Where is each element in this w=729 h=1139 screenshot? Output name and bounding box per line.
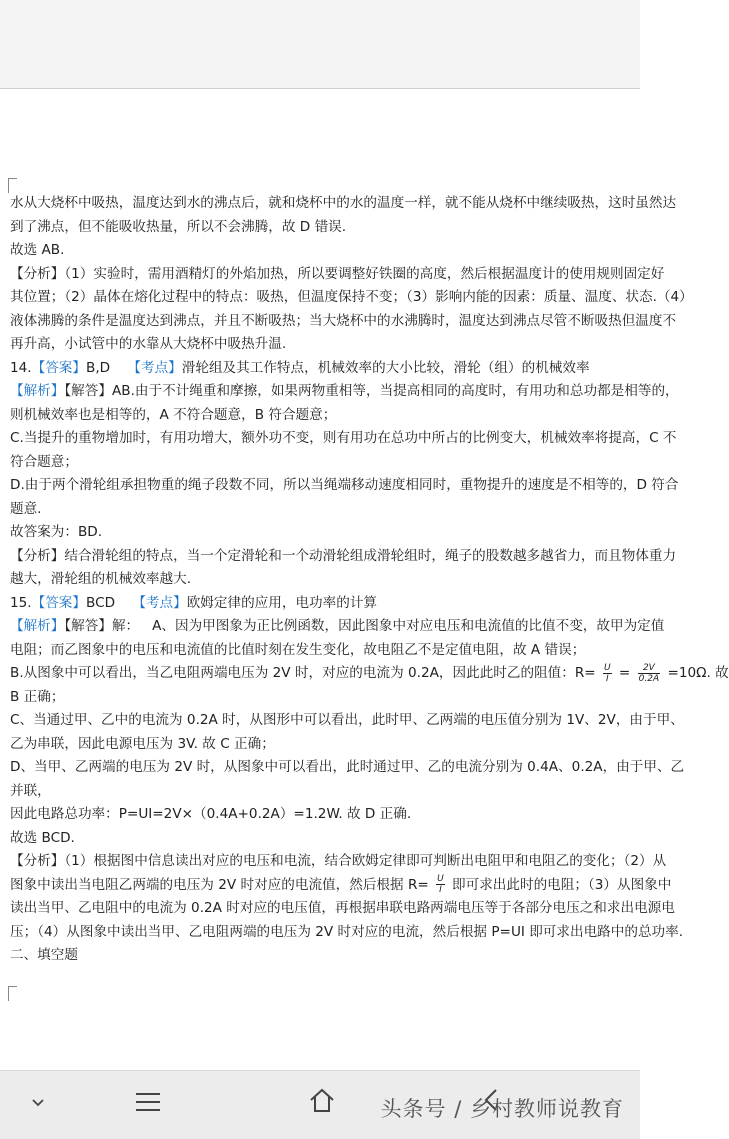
text-span: 越大，滑轮组的机械效率越大. (10, 571, 192, 587)
text-line (10, 192, 677, 216)
text-line (10, 921, 684, 945)
text-span: 液体沸腾的条件是温度达到沸点，并且不断吸热；当大烧杯中的水沸腾时，温度达到沸点尽管不断吸热但温度不 (10, 312, 677, 329)
text-span: 符合题意； (10, 453, 78, 470)
text-span: 即可求出此时的电阻；（3）从图象中 (447, 876, 672, 893)
fraction (436, 874, 445, 895)
text-span: 读出当甲、乙电阻中的电流为 0.2A 时对应的电压值，再根据串联电路两端电压等于各部分电压之和求出电源电 (10, 900, 675, 916)
text-span: 【分析】（1）根据图中信息读出对应的电压和电流，结合欧姆定律即可判断出电阻甲和电阻乙的变化；（2）从 (10, 853, 667, 869)
text-span: 【分析】（1）实验时，需用酒精灯的外焰加热，所以要调整好铁圈的高度，然后根据温度计的使用规则固定好 (10, 265, 665, 282)
text-line (10, 521, 628, 545)
fraction (638, 663, 660, 684)
text-line (10, 568, 628, 592)
text-span: D、当甲、乙两端的电压为 2V 时，从图象中可以看出，此时通过甲、乙的电流分别为 0.4A、0.2A，由于甲、乙 (10, 759, 685, 775)
text-line (10, 380, 679, 404)
text-line (10, 686, 628, 710)
text-line (10, 263, 665, 287)
text-span: 电阻；而乙图象中的电压和电流值的比值时刻在发生变化，故电阻乙不是定值电阻，故 A 错误； (10, 641, 586, 658)
text-span: 【解答】AB.由于不计绳重和摩擦，如果两物重相等，当提高相同的高度时，有用功和总功都是相等的， (64, 383, 679, 399)
text-line (10, 944, 628, 968)
watermark-text: 头条号 / 乡村教师说教育 (380, 1097, 624, 1121)
text-span: 压；（4）从图象中读出当甲、乙电阻两端的电压为 2V 时对应的电流，然后根据 P=UI 即可求出电路中的总功率. (10, 923, 684, 940)
text-span: 15. (10, 594, 32, 611)
section-tag: 【解析】 (10, 383, 65, 399)
text-span: BCD (86, 594, 133, 611)
fraction-denominator: I (605, 673, 609, 684)
document-content (10, 192, 729, 968)
text-line (10, 357, 628, 381)
fraction-denominator: 0.2A (638, 673, 660, 684)
text-line (10, 897, 675, 921)
text-span: 故选 BCD. (10, 829, 75, 846)
text-line (10, 333, 628, 357)
text-span: =10Ω. 故 (663, 665, 729, 681)
text-span: 【解答】解： A、因为甲图象为正比例函数，因此图象中对应电压和电流值的比值不变，故甲为定值 (64, 618, 665, 634)
text-line (10, 756, 685, 780)
text-span: 欧姆定律的应用，电功率的计算 (186, 594, 378, 611)
text-span: 题意. (10, 500, 42, 517)
text-span: 滑轮组及其工作特点，机械效率的大小比较，滑轮（组）的机械效率 (181, 359, 590, 376)
text-line (10, 592, 628, 616)
text-line (10, 662, 729, 686)
text-line (10, 404, 628, 428)
text-span: 故选 AB. (10, 242, 65, 258)
text-line (10, 239, 628, 263)
section-tag: 【考点】 (132, 594, 187, 611)
top-toolbar (0, 0, 640, 89)
text-span: 14. (10, 359, 32, 376)
text-span: 故答案为：BD. (10, 524, 103, 540)
text-span: = (614, 665, 635, 681)
text-span: 再升高，小试管中的水靠从大烧杯中吸热升温. (10, 336, 287, 352)
text-line (10, 733, 628, 757)
text-line (10, 780, 628, 804)
text-span: 【分析】结合滑轮组的特点，当一个定滑轮和一个动滑轮组成滑轮组时，绳子的股数越多越省力，而且物体重力 (10, 547, 677, 564)
text-line (10, 545, 677, 569)
text-span: C、当通过甲、乙中的电流为 0.2A 时，从图形中可以看出，此时甲、乙两端的电压值分别为 1V、2V，由于甲、 (10, 712, 684, 728)
text-line (10, 310, 677, 334)
text-line (10, 874, 672, 898)
text-span: 则机械效率也是相等的，A 不符合题意，B 符合题意； (10, 406, 337, 423)
text-span: 乙为串联，因此电源电压为 3V. 故 C 正确； (10, 735, 275, 752)
section-tag: 【答案】 (31, 359, 86, 376)
text-span: B 正确； (10, 688, 65, 705)
text-line (10, 474, 679, 498)
text-line (10, 216, 628, 240)
text-line (10, 498, 628, 522)
text-span: 并联， (10, 782, 51, 799)
section-tag: 【答案】 (31, 594, 86, 611)
text-span: 图象中读出当电阻乙两端的电压为 2V 时对应的电流值，然后根据 R= (10, 876, 434, 893)
text-line (10, 709, 684, 733)
fraction-numerator: U (604, 662, 611, 673)
fraction-denominator: I (439, 885, 442, 895)
text-span: C.当提升的重物增加时，有用功增大，额外功不变，则有用功在总功中所占的比例变大，机械效率将提高，C 不 (10, 430, 677, 446)
fraction-numerator: U (437, 874, 444, 884)
text-line (10, 850, 667, 874)
home-icon[interactable] (308, 1087, 336, 1118)
text-line (10, 286, 693, 310)
section-tag: 【解析】 (10, 618, 65, 634)
fraction-numerator: 2V (638, 663, 660, 674)
page-corner-mark (8, 178, 17, 193)
text-line (10, 427, 677, 451)
text-span: 到了沸点，但不能吸收热量，所以不会沸腾，故 D 错误. (10, 218, 347, 235)
text-line (10, 827, 628, 851)
text-span: 其位置；（2）晶体在熔化过程中的特点：吸热，但温度保持不变；（3）影响内能的因素：质量、温度、状态.（4） (10, 289, 693, 305)
text-span: D.由于两个滑轮组承担物重的绳子段数不同，所以当绳端移动速度相同时，重物提升的速度是不相等的，D 符合 (10, 477, 679, 493)
text-line (10, 451, 628, 475)
text-line (10, 615, 665, 639)
section-tag: 【考点】 (127, 359, 182, 376)
text-span: 水从大烧杯中吸热，温度达到水的沸点后，就和烧杯中的水的温度一样，就不能从烧杯中继续吸热，这时虽然达 (10, 195, 677, 211)
text-span: B,D (86, 359, 128, 376)
text-span: 因此电路总功率：P=UI=2V×（0.4A+0.2A）=1.2W. 故 D 正确. (10, 806, 412, 822)
text-line (10, 639, 628, 663)
menu-icon[interactable] (134, 1091, 162, 1118)
chevron-down-icon[interactable] (30, 1093, 46, 1115)
bottom-navigation-bar (0, 1070, 640, 1139)
fraction (603, 663, 612, 684)
text-line (10, 803, 628, 827)
text-span: B.从图象中可以看出，当乙电阻两端电压为 2V 时，对应的电流为 0.2A，因此此时乙的阻值：R= (10, 665, 601, 681)
page-corner-mark (8, 986, 17, 1001)
text-span: 二、填空题 (10, 947, 78, 963)
